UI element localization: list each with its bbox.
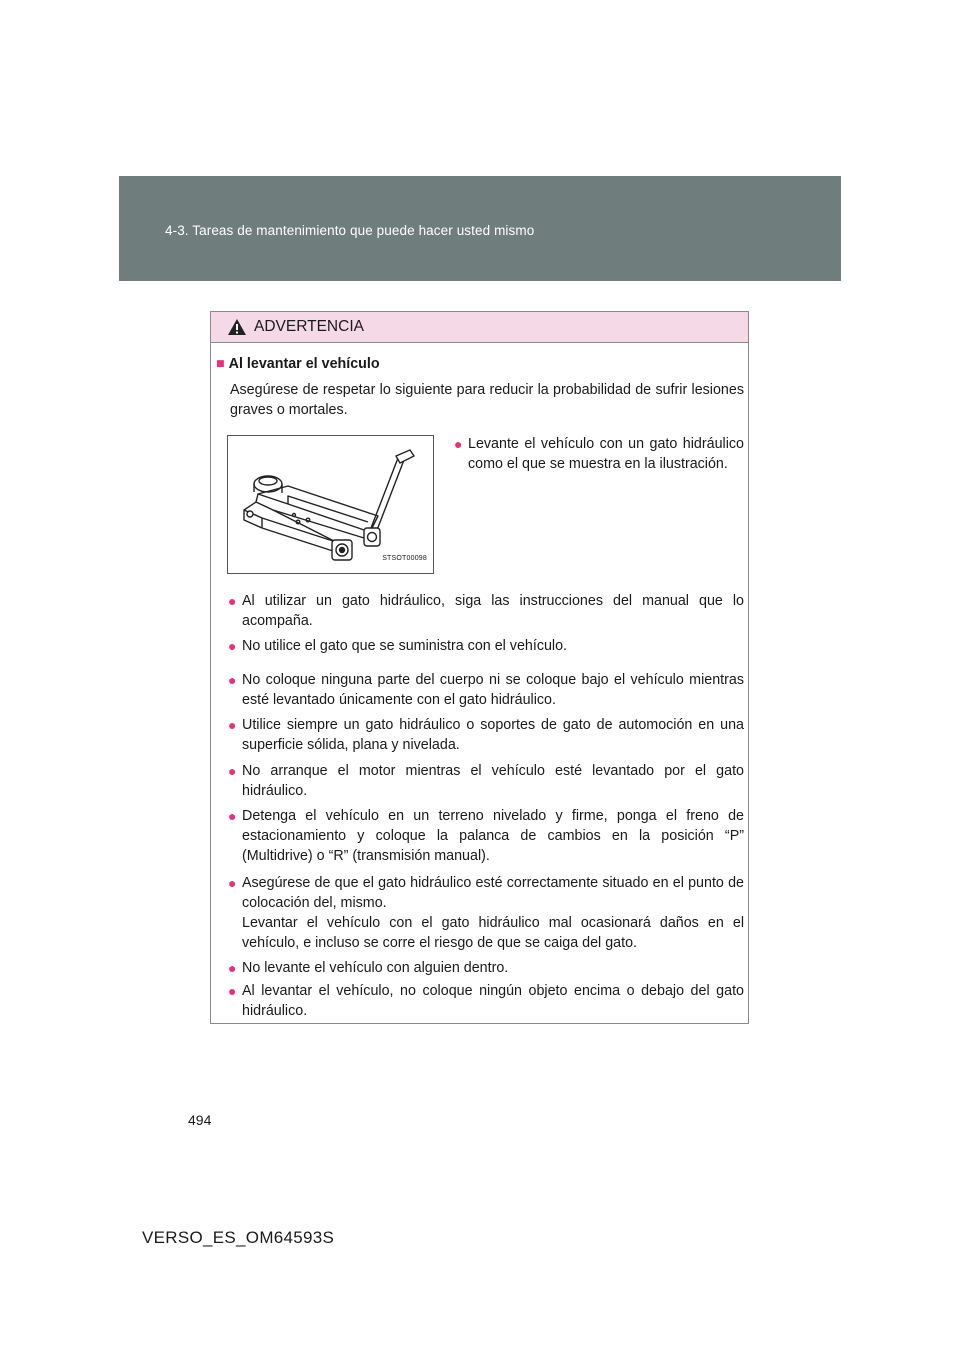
- warning-title: ADVERTENCIA: [254, 318, 364, 335]
- round-bullet-icon: ●: [454, 436, 463, 452]
- bullet-item: ● Asegúrese de que el gato hidráulico esté correctamente situado en el punto de colocación del, mismo.: [228, 875, 744, 911]
- round-bullet-icon: ●: [228, 808, 237, 824]
- square-bullet-icon: ■: [216, 356, 225, 372]
- round-bullet-icon: ●: [228, 960, 237, 976]
- section-title: ■ Al levantar el vehículo: [216, 356, 380, 372]
- document-code: VERSO_ES_OM64593S: [142, 1228, 335, 1247]
- intro-text: Asegúrese de respetar lo siguiente para reducir la probabilidad de sufrir lesiones graves o mortales.: [230, 382, 744, 418]
- section-header: 4-3. Tareas de mantenimiento que puede hacer usted mismo: [165, 223, 535, 238]
- round-bullet-icon: ●: [228, 638, 237, 654]
- bullet-item: ● Levante el vehículo con un gato hidráulico como el que se muestra en la ilustración.: [454, 436, 744, 472]
- bullet-item: ● No levante el vehículo con alguien dentro.: [228, 960, 509, 976]
- warning-header: [211, 312, 748, 343]
- round-bullet-icon: ●: [228, 875, 237, 891]
- round-bullet-icon: ●: [228, 983, 237, 999]
- round-bullet-icon: ●: [228, 763, 237, 779]
- bullet-item: ● No arranque el motor mientras el vehículo esté levantado por el gato hidráulico.: [228, 763, 744, 799]
- warning-content: [211, 343, 748, 1023]
- bullet-item: ● Al levantar el vehículo, no coloque ningún objeto encima o debajo del gato hidráulico.: [228, 983, 744, 1019]
- bullet-item: ● Utilice siempre un gato hidráulico o soportes de gato de automoción en una superficie sólida, plana y nivelada.: [228, 717, 744, 753]
- round-bullet-icon: ●: [228, 593, 237, 609]
- header-band: [119, 176, 841, 281]
- bullet-item: ● No coloque ninguna parte del cuerpo ni se coloque bajo el vehículo mientras esté levantado únicamente con el gato hidráulico.: [228, 672, 744, 708]
- bullet-item: ● No utilice el gato que se suministra con el vehículo.: [228, 638, 568, 654]
- bullet-continuation: Levantar el vehículo con el gato hidráulico mal ocasionará daños en el vehículo, e incluso se corre el riesgo de que se caiga del gato.: [242, 915, 744, 951]
- round-bullet-icon: ●: [228, 717, 237, 733]
- page-number: 494: [188, 1112, 212, 1128]
- round-bullet-icon: ●: [228, 672, 237, 688]
- figure-code: STSOT00098: [382, 555, 427, 562]
- warning-triangle-icon: [227, 318, 247, 336]
- warning-box: [210, 311, 749, 1024]
- hydraulic-jack-illustration: [227, 435, 434, 574]
- bullet-item: ● Detenga el vehículo en un terreno nivelado y firme, ponga el freno de estacionamiento y coloque la palanca de cambios en la posición “P” (Multidrive) o “R” (transmisión manual).: [228, 808, 744, 864]
- bullet-item: ● Al utilizar un gato hidráulico, siga las instrucciones del manual que lo acompaña.: [228, 593, 744, 629]
